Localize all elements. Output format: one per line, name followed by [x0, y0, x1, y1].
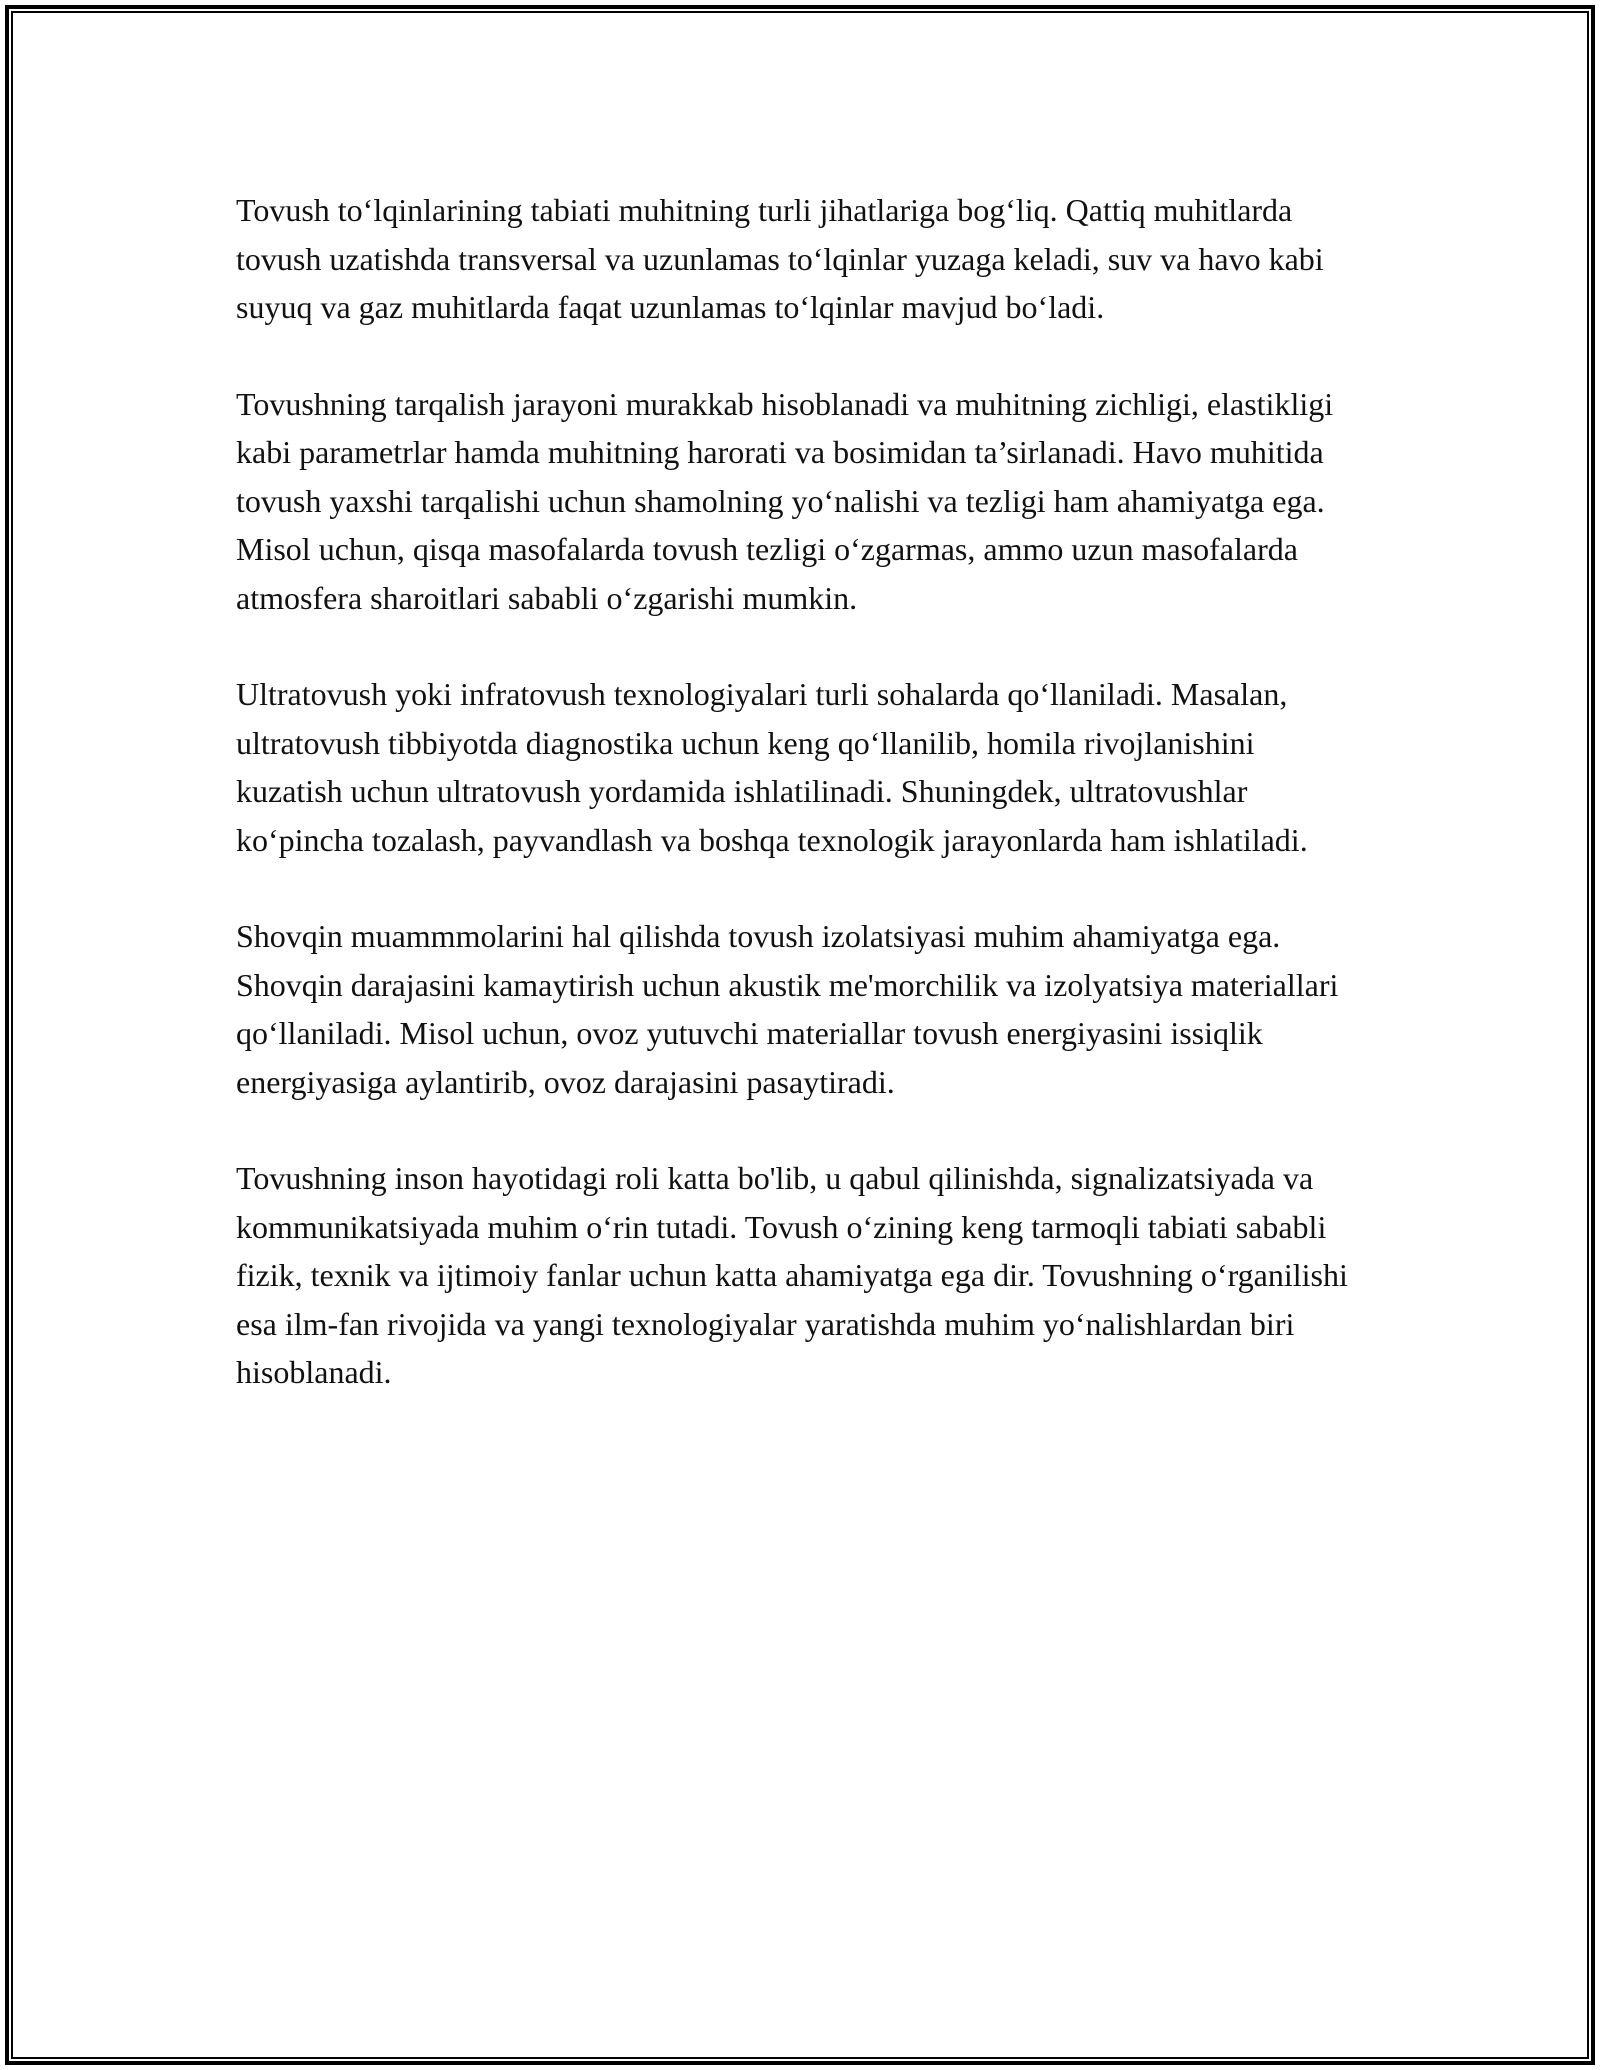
paragraph-sound-waves-nature: Tovush to‘lqinlarining tabiati muhitning turli jihatlariga bog‘liq. Qattiq muhitlarda tovush uzatishda transversal va uzunlamas to‘lqinlar yuzaga keladi, suv va havo kabi suyuq va gaz muhitlarda faqat uzunlamas to‘lqinlar mavjud bo‘ladi. — [236, 192, 1324, 325]
paragraph-noise-isolation: Shovqin muammmolarini hal qilishda tovush izolatsiyasi muhim ahamiyatga ega. Shovqin darajasini kamaytirish uchun akustik me'morchilik va izolyatsiya materiallari qo‘llaniladi. Misol uchun, ovoz yutuvchi materiallar tovush energiyasini issiqlik energiyasiga aylantirib, ovoz darajasini pasaytiradi. — [236, 918, 1339, 1100]
paragraph-sound-propagation: Tovushning tarqalish jarayoni murakkab hisoblanadi va muhitning zichligi, elastikligi kabi parametrlar hamda muhitning harorati va bosimidan ta’sirlanadi. Havo muhitida tovush yaxshi tarqalishi uchun shamolning yo‘nalishi va tezligi ham ahamiyatga ega. Misol uchun, qisqa masofalarda tovush tezligi o‘zgarmas, ammo uzun masofalarda atmosfera sharoitlari sababli o‘zgarishi mumkin. — [236, 385, 1334, 616]
paragraph-sound-role: Tovushning inson hayotidagi roli katta bo'lib, u qabul qilinishda, signalizatsiyada va kommunikatsiyada muhim o‘rin tutadi. Tovush o‘zining keng tarmoqli tabiati sababli fizik, texnik va ijtimoiy fanlar uchun katta ahamiyatga ega dir. Tovushning o‘rganilishi esa ilm-fan rivojida va yangi texnologiyalar yaratishda muhim yo‘nalishlardan biri hisoblanadi. — [236, 1160, 1348, 1390]
document-body — [236, 186, 1366, 1445]
paragraph-ultrasound-infrasound: Ultratovush yoki infratovush texnologiyalari turli sohalarda qo‘llaniladi. Masalan, ultratovush tibbiyotda diagnostika uchun keng qo‘llanilib, homila rivojlanishini kuzatish uchun ultratovush yordamida ishlatilinadi. Shuningdek, ultratovushlar ko‘pincha tozalash, payvandlash va boshqa texnologik jarayonlarda ham ishlatiladi. — [236, 676, 1308, 858]
